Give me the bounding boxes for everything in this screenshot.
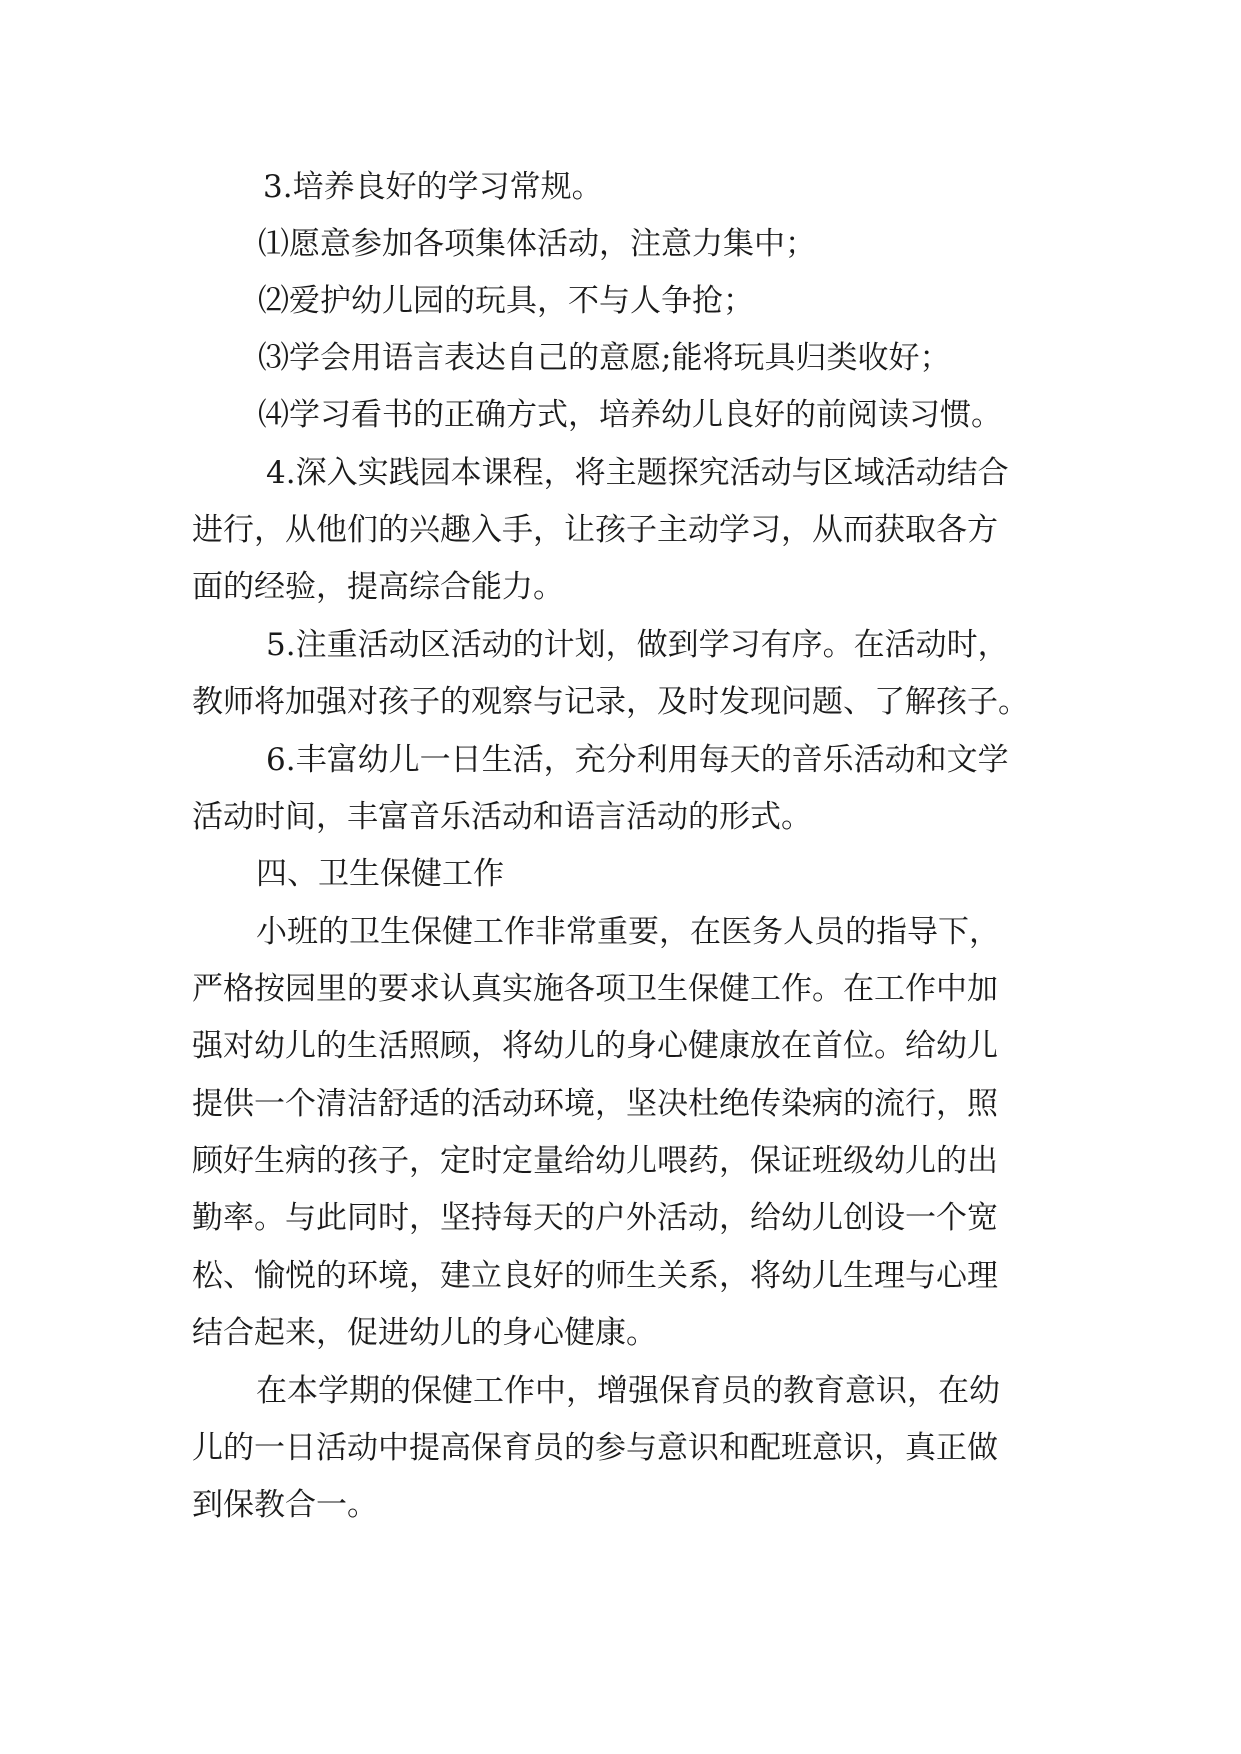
list-item-4: ⑷学习看书的正确方式，培养幼儿良好的前阅读习惯。 <box>258 397 1002 433</box>
health-paragraph-line-5: 顾好生病的孩子，定时定量给幼儿喂药，保证班级幼儿的出 <box>192 1143 998 1179</box>
paragraph-4-line-3: 面的经验，提高综合能力。 <box>192 569 564 605</box>
health-paragraph-line-2: 严格按园里的要求认真实施各项卫生保健工作。在工作中加 <box>192 971 998 1007</box>
paragraph-6-line-2: 活动时间，丰富音乐活动和语言活动的形式。 <box>192 799 812 835</box>
paragraph-4-line-2: 进行，从他们的兴趣入手，让孩子主动学习，从而获取各方 <box>192 512 998 548</box>
health-paragraph-line-1: 小班的卫生保健工作非常重要，在医务人员的指导下， <box>256 914 1000 950</box>
paragraph-4-line-1: 4.深入实践园本课程，将主题探究活动与区域活动结合 <box>266 455 1009 491</box>
closing-paragraph-line-2: 儿的一日活动中提高保育员的参与意识和配班意识，真正做 <box>192 1430 998 1466</box>
health-paragraph-line-6: 勤率。与此同时，坚持每天的户外活动，给幼儿创设一个宽 <box>192 1200 998 1236</box>
closing-paragraph-line-3: 到保教合一。 <box>192 1487 378 1523</box>
health-paragraph-line-7: 松、愉悦的环境，建立良好的师生关系，将幼儿生理与心理 <box>192 1258 998 1294</box>
paragraph-5-line-2: 教师将加强对孩子的观察与记录，及时发现问题、了解孩子。 <box>192 684 1029 720</box>
paragraph-6-line-1: 6.丰富幼儿一日生活，充分利用每天的音乐活动和文学 <box>266 742 1009 778</box>
section-heading: 四、卫生保健工作 <box>256 856 504 892</box>
list-item-2: ⑵爱护幼儿园的玩具，不与人争抢； <box>258 283 754 319</box>
list-item-3: ⑶学会用语言表达自己的意愿;能将玩具归类收好； <box>258 340 951 376</box>
list-item-1: ⑴愿意参加各项集体活动，注意力集中； <box>258 226 816 262</box>
paragraph-5-line-1: 5.注重活动区活动的计划，做到学习有序。在活动时， <box>266 627 1009 663</box>
list-heading-3: 3.培养良好的学习常规。 <box>263 169 603 205</box>
health-paragraph-line-3: 强对幼儿的生活照顾，将幼儿的身心健康放在首位。给幼儿 <box>192 1028 998 1064</box>
health-paragraph-line-8: 结合起来，促进幼儿的身心健康。 <box>192 1315 657 1351</box>
health-paragraph-line-4: 提供一个清洁舒适的活动环境，坚决杜绝传染病的流行，照 <box>192 1086 998 1122</box>
closing-paragraph-line-1: 在本学期的保健工作中，增强保育员的教育意识，在幼 <box>256 1373 1000 1409</box>
